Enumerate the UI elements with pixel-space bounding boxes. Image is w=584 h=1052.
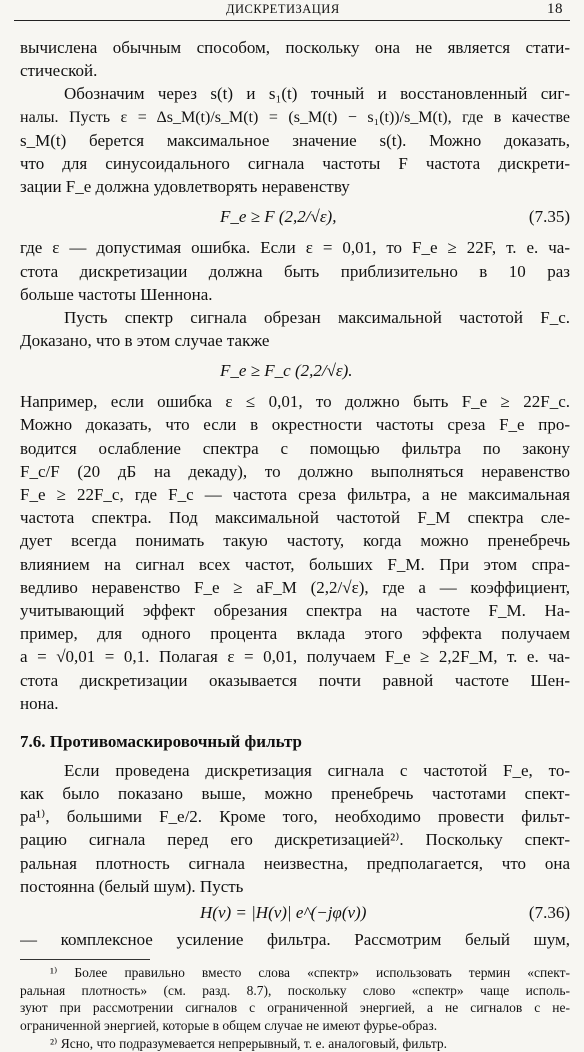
equation-7-35 bbox=[20, 198, 570, 236]
running-head bbox=[0, 2, 584, 20]
text-line: нона. bbox=[20, 693, 59, 713]
text-line: Например, если ошибка ε ≤ 0,01, то должно быть F_e ≥ 22F_c. bbox=[20, 392, 570, 412]
header-rule bbox=[14, 20, 570, 21]
footnote-line: ²⁾ Ясно, что подразумевается непрерывный, т. е. аналоговый, фильтр. bbox=[50, 1035, 448, 1051]
text-line: где ε — допустимая ошибка. Если ε = 0,01, то F_e ≥ 22F, т. е. ча- bbox=[20, 238, 570, 258]
section-heading: 7.6. Противомаскировочный фильтр bbox=[20, 731, 302, 751]
text-line: Обозначим через s(t) и s₁(t) точный и восстановленный сиг- bbox=[64, 84, 570, 104]
text-line: Если проведена дискретизация сигнала с частотой F_e, то- bbox=[64, 760, 570, 780]
text-line: вычислена обычным способом, поскольку она не является стати- bbox=[20, 38, 570, 57]
equation-unnumbered bbox=[20, 352, 570, 390]
equation-formula: F_e ≥ F_c (2,2/√ε). bbox=[220, 361, 353, 381]
running-title: ДИСКРЕТИЗАЦИЯ bbox=[226, 2, 340, 16]
text-line: Пусть спектр сигнала обрезан максимальной частотой F_c. bbox=[64, 307, 570, 327]
footnote-line: ¹⁾ Более правильно вместо слова «спектр» использовать термин «спект- bbox=[50, 965, 570, 981]
equation-formula: F_e ≥ F (2,2/√ε), bbox=[220, 207, 337, 227]
page-number: 18 bbox=[547, 1, 563, 17]
text-line: a = √0,01 = 0,1. Полагая ε = 0,01, получаем F_e ≥ 2,2F_M, т. е. ча- bbox=[20, 647, 570, 667]
text-line: Можно доказать, что если в окрестности частоты среза F_e про- bbox=[20, 415, 570, 435]
text-line: пример, для одного процента вклада этого эффекта получаем bbox=[20, 624, 570, 644]
equation-number: (7.36) bbox=[528, 903, 570, 922]
text-line: Доказано, что в этом случае также bbox=[20, 331, 270, 351]
text-line: стота дискретизации оказывается почти равной частоте Шен- bbox=[20, 670, 570, 690]
text-line: что для синусоидального сигнала частоты F частота дискрети- bbox=[20, 153, 570, 173]
text-line: дует всегда понимать такую частоту, когда можно пренебречь bbox=[20, 531, 570, 551]
equation-number: (7.35) bbox=[528, 207, 570, 227]
text-line: F_e ≥ 22F_c, где F_c — частота среза фильтра, а не максимальная bbox=[20, 485, 570, 504]
text-line: как было показано выше, можно пренебречь частотами спект- bbox=[20, 784, 570, 804]
text-line: водится ослабление спектра с помощью фильтра по закону bbox=[20, 438, 570, 458]
text-line: зации F_e должна удовлетворять неравенству bbox=[20, 177, 350, 197]
footnote-line: ральная плотность» (см. разд. 8.7), поскольку слово «спектр» чаще исполь- bbox=[20, 982, 570, 998]
text-line: стота дискретизации должна быть приблизительно в 10 раз bbox=[20, 261, 570, 281]
text-line: учитывающий эффект обрезания спектра на частоте F_M. На- bbox=[20, 600, 570, 620]
footnote-line: ограниченной энергией, которые в общем случае не имеют фурье-образ. bbox=[20, 1017, 438, 1033]
text-line: ведливо неравенство F_e ≥ aF_M (2,2/√ε), где a — коэффициент, bbox=[20, 577, 570, 597]
text-line: F_c/F (20 дБ на декаду), то должно выполняться неравенство bbox=[20, 461, 570, 481]
text-line: налы. Пусть ε = Δs_M(t)/s_M(t) = (s_M(t) − s₁(t))/s_M(t), где в качестве bbox=[20, 108, 570, 126]
footnote-rule bbox=[20, 959, 150, 960]
text-line: ральная плотность сигнала неизвестна, предполагается, что она bbox=[20, 853, 570, 873]
text-line: ра¹⁾, большими F_e/2. Кроме того, необходимо провести фильт- bbox=[20, 807, 570, 827]
text-line: больше частоты Шеннона. bbox=[20, 284, 213, 304]
equation-formula: H(ν) = |H(ν)| e^(−jφ(ν)) bbox=[200, 903, 367, 922]
equation-7-36 bbox=[20, 898, 570, 928]
text-line: рацию сигнала перед его дискретизацией²⁾. Поскольку спект- bbox=[20, 830, 570, 850]
text-line: — комплексное усиление фильтра. Рассмотрим белый шум, bbox=[20, 930, 570, 949]
text-line: s_M(t) берется максимальное значение s(t). Можно доказать, bbox=[20, 130, 570, 150]
footnote-line: зуют при рассмотрении сигналов с ограниченной энергией, а не сигналов с не- bbox=[20, 1000, 570, 1016]
text-line: частота спектра. Под максимальной частотой F_M спектра сле- bbox=[20, 508, 570, 528]
text-line: постоянна (белый шум). Пусть bbox=[20, 876, 244, 896]
text-line: стической. bbox=[20, 61, 98, 81]
text-line: влиянием на сигнал всех частот, больших F_M. При этом спра- bbox=[20, 554, 570, 574]
